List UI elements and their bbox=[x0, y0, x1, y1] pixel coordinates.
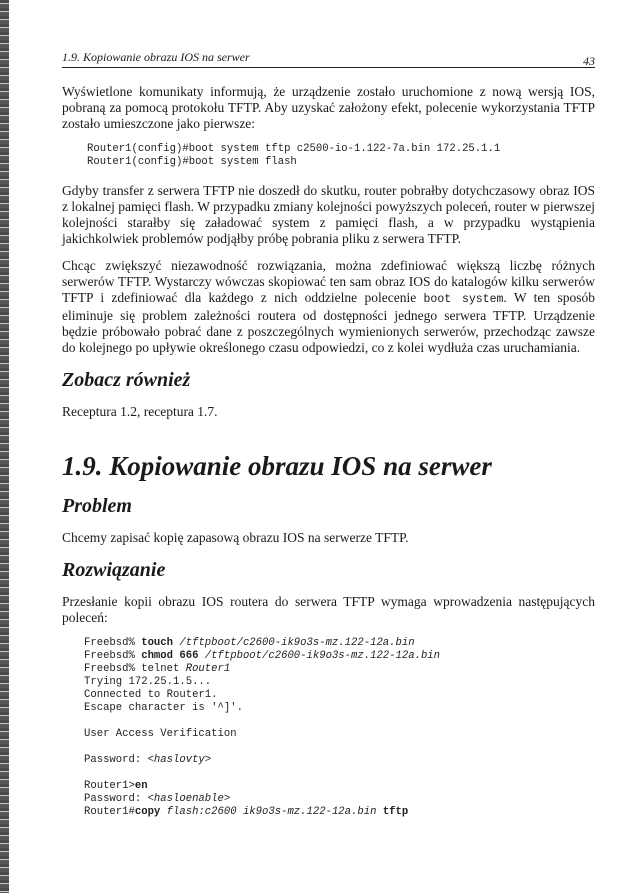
shell-prompt: Freebsd% bbox=[84, 637, 142, 649]
code-block-tftp-copy bbox=[84, 637, 595, 819]
code-line bbox=[84, 806, 595, 819]
prompt-label: Password: bbox=[84, 793, 148, 805]
prompt-label: Password: bbox=[84, 754, 148, 766]
argument: /tftpboot/c2600-ik9o3s-mz.122-12a.bin bbox=[173, 637, 415, 649]
code-line: Connected to Router1. bbox=[84, 689, 218, 701]
placeholder-value: <hasloenable> bbox=[147, 793, 231, 805]
code-line bbox=[84, 780, 595, 793]
paragraph-reliability bbox=[62, 258, 595, 356]
section-title: 1.9. Kopiowanie obrazu IOS na serwer bbox=[62, 451, 492, 481]
page-header bbox=[62, 47, 595, 68]
heading-problem: Problem bbox=[62, 495, 132, 517]
router-prompt: Router1> bbox=[84, 780, 135, 792]
command: tftp bbox=[382, 806, 409, 818]
command: touch bbox=[141, 637, 174, 649]
heading-solution: Rozwiązanie bbox=[62, 559, 166, 581]
code-line bbox=[84, 650, 595, 663]
code-gap bbox=[84, 767, 595, 780]
page-number: 43 bbox=[583, 54, 595, 68]
code-line: User Access Verification bbox=[84, 728, 237, 740]
code-block-boot-system bbox=[87, 143, 595, 169]
inline-code: boot system bbox=[423, 293, 504, 306]
argument: Router1 bbox=[185, 663, 231, 675]
command: en bbox=[134, 780, 148, 792]
paragraph-references: Receptura 1.2, receptura 1.7. bbox=[62, 404, 218, 419]
paragraph-problem: Chcemy zapisać kopię zapasową obrazu IOS na serwerze TFTP. bbox=[62, 530, 409, 545]
heading-see-also: Zobacz również bbox=[62, 369, 191, 391]
paragraph-intro: Wyświetlone komunikaty informują, że urządzenie zostało uruchomione z nową wersją IOS, pobraną za pomocą protokołu TFTP. Aby uzyskać założony efekt, polecenie wykorzystania TFTP zostało umieszczone jako pierwsze: bbox=[62, 84, 595, 131]
shell-prompt: Freebsd% bbox=[84, 650, 142, 662]
scan-binding-edge bbox=[0, 0, 9, 893]
code-gap bbox=[84, 715, 595, 728]
paragraph-text: Chcąc zwiększyć niezawodność rozwiązania, można zdefiniować większą liczbę różnych serwerów TFTP. Wystarczy wówczas skopiować ten sam obraz IOS do katalogów kilku serwerów TFTP i zdefiniować dla każdego z nich oddzielne polecenie bbox=[62, 258, 595, 305]
code-line bbox=[84, 663, 595, 676]
paragraph-text: . W ten sposób eliminuje się problem zależności routera od dostępności jednego serwera TFTP. Urządzenie będzie próbowało pobrać dane z poszczególnych wymienionych serwerów, przechodząc zawsze do kolejnego po upływie określonego czasu odpowiedzi, co z kolei wydłuża czas uruchamiania. bbox=[62, 290, 596, 355]
code-line bbox=[84, 793, 595, 806]
placeholder-value: <haslovty> bbox=[147, 754, 212, 766]
paragraph-fallback: Gdyby transfer z serwera TFTP nie doszedł do skutku, router pobrałby dotychczasowy obraz IOS z lokalnej pamięci flash. W przypadku zmiany kolejności powyższych poleceń, router w pierwszej kolejności starałby się załadować system z pamięci flash, a w przypadku wystąpienia jakichkolwiek problemów podjąłby próbę pobrania pliku z serwera TFTP. bbox=[62, 183, 595, 246]
shell-prompt: Freebsd% telnet bbox=[84, 663, 186, 675]
code-line: Escape character is '^]'. bbox=[84, 702, 243, 714]
paragraph-solution: Przesłanie kopii obrazu IOS routera do serwera TFTP wymaga wprowadzenia następujących poleceń: bbox=[62, 594, 595, 625]
command: chmod 666 bbox=[141, 650, 199, 662]
command: copy bbox=[134, 806, 161, 818]
code-gap bbox=[84, 741, 595, 754]
code-line: Router1(config)#boot system tftp c2500-io-1.122-7a.bin 172.25.1.1 bbox=[87, 143, 501, 155]
code-line: Router1(config)#boot system flash bbox=[87, 156, 297, 168]
router-prompt: Router1# bbox=[84, 806, 135, 818]
code-line bbox=[84, 754, 595, 767]
code-line bbox=[84, 637, 595, 650]
argument: /tftpboot/c2600-ik9o3s-mz.122-12a.bin bbox=[198, 650, 441, 662]
code-line: Trying 172.25.1.5... bbox=[84, 676, 212, 688]
argument: flash:c2600 ik9o3s-mz.122-12a.bin bbox=[160, 806, 383, 818]
running-title: 1.9. Kopiowanie obrazu IOS na serwer bbox=[62, 50, 250, 64]
page-content bbox=[62, 84, 595, 819]
